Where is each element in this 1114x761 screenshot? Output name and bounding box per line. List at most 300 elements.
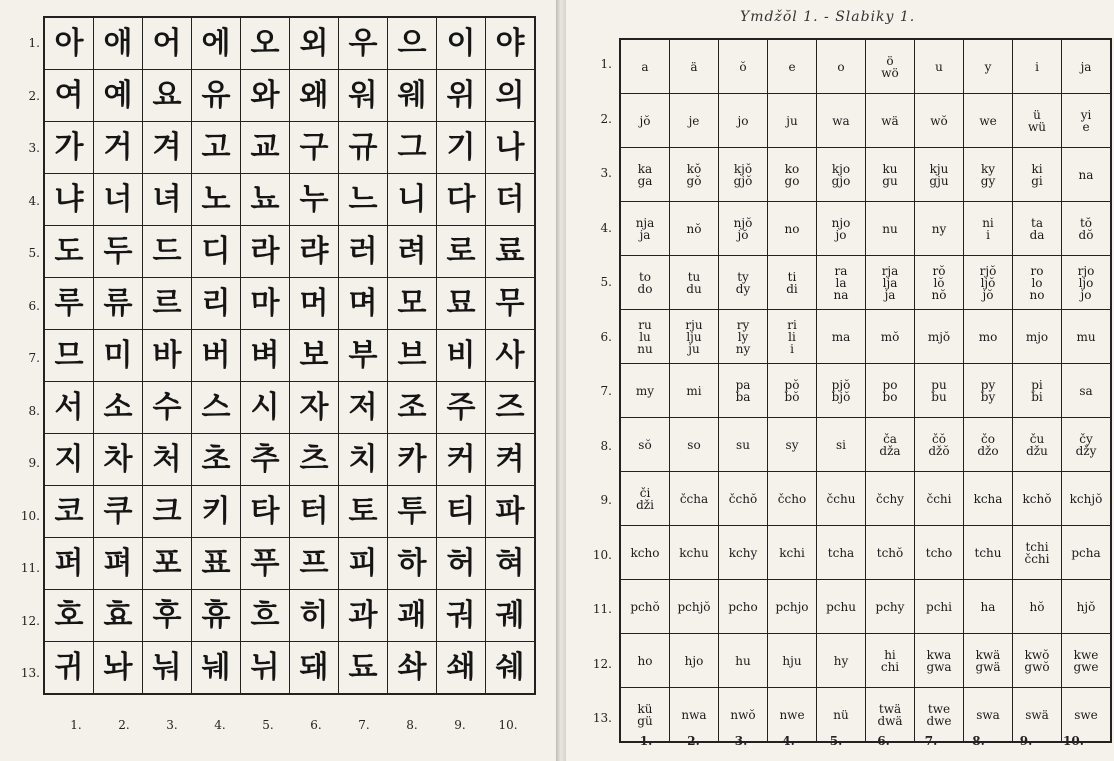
roman-cell: mo	[964, 310, 1013, 364]
hangul-cell: 더	[486, 174, 536, 226]
roman-cell: ry ly ny	[719, 310, 768, 364]
row-number: 13.	[592, 711, 612, 725]
hangul-cell: 아	[44, 17, 94, 70]
hangul-cell: 타	[241, 486, 290, 538]
roman-cell: čy džy	[1062, 418, 1112, 472]
roman-cell: no	[768, 202, 817, 256]
column-number: 1.	[639, 734, 653, 748]
roman-cell: sŏ	[620, 418, 670, 472]
roman-cell: je	[670, 94, 719, 148]
roman-cell: ta da	[1013, 202, 1062, 256]
hangul-cell: 뉘	[241, 642, 290, 695]
roman-cell: y	[964, 39, 1013, 94]
roman-cell: čchi	[915, 472, 964, 526]
hangul-cell: 스	[192, 382, 241, 434]
hangul-cell: 우	[339, 17, 388, 70]
row-number: 5.	[600, 275, 612, 289]
roman-row	[620, 364, 1111, 418]
roman-cell: tchŏ	[866, 526, 915, 580]
roman-cell: pu bu	[915, 364, 964, 418]
hangul-cell: 투	[388, 486, 437, 538]
roman-cell: pchu	[817, 580, 866, 634]
hangul-cell: 유	[192, 70, 241, 122]
hangul-cell: 겨	[143, 122, 192, 174]
hangul-cell: 오	[241, 17, 290, 70]
roman-cell: kcho	[620, 526, 670, 580]
roman-cell: ä	[670, 39, 719, 94]
roman-cell: hjŏ	[1062, 580, 1112, 634]
row-number: 7.	[28, 351, 40, 365]
roman-cell: hjo	[670, 634, 719, 688]
roman-row	[620, 256, 1111, 310]
hangul-cell: 조	[388, 382, 437, 434]
roman-cell: pchi	[915, 580, 964, 634]
roman-cell: ö wö	[866, 39, 915, 94]
hangul-cell: 궈	[437, 590, 486, 642]
row-number: 11.	[592, 602, 612, 616]
roman-cell: jo	[719, 94, 768, 148]
hangul-cell: 웨	[388, 70, 437, 122]
roman-cell: hju	[768, 634, 817, 688]
hangul-cell: 미	[94, 330, 143, 382]
column-number: 4.	[782, 734, 795, 748]
hangul-cell: 위	[437, 70, 486, 122]
romanization-table	[619, 38, 1112, 743]
roman-row	[620, 472, 1111, 526]
column-number: 2.	[118, 718, 130, 732]
roman-cell: yi e	[1062, 94, 1112, 148]
roman-cell: kŏ gŏ	[670, 148, 719, 202]
hangul-cell: 츠	[290, 434, 339, 486]
hangul-row	[44, 434, 535, 486]
hangul-cell: 코	[44, 486, 94, 538]
hangul-cell: 두	[94, 226, 143, 278]
roman-cell: kwa gwa	[915, 634, 964, 688]
hangul-cell: 허	[437, 538, 486, 590]
hangul-cell: 크	[143, 486, 192, 538]
hangul-cell: 노	[192, 174, 241, 226]
hangul-cell: 르	[143, 278, 192, 330]
roman-cell: njŏ jŏ	[719, 202, 768, 256]
hangul-row	[44, 226, 535, 278]
roman-cell: pchjo	[768, 580, 817, 634]
roman-cell: ü wü	[1013, 94, 1062, 148]
column-number: 6.	[310, 718, 322, 732]
row-number: 12.	[20, 613, 40, 628]
hangul-cell: 류	[94, 278, 143, 330]
roman-cell: nwa	[670, 688, 719, 743]
roman-cell: pchjŏ	[670, 580, 719, 634]
roman-cell: ha	[964, 580, 1013, 634]
column-number: 10.	[1063, 734, 1084, 748]
hangul-cell: 시	[241, 382, 290, 434]
hangul-cell: 놔	[94, 642, 143, 695]
roman-cell: kwä gwä	[964, 634, 1013, 688]
hangul-cell: 수	[143, 382, 192, 434]
hangul-cell: 가	[44, 122, 94, 174]
roman-cell: kjŏ gjŏ	[719, 148, 768, 202]
hangul-cell: 러	[339, 226, 388, 278]
roman-cell: rja lja ja	[866, 256, 915, 310]
roman-cell: ny	[915, 202, 964, 256]
hangul-cell: 됴	[339, 642, 388, 695]
hangul-cell: 카	[388, 434, 437, 486]
row-number: 3.	[600, 166, 612, 180]
hangul-cell: 효	[94, 590, 143, 642]
roman-cell: tu du	[670, 256, 719, 310]
hangul-row	[44, 122, 535, 174]
row-number: 2.	[600, 111, 612, 126]
hangul-cell: 랴	[290, 226, 339, 278]
roman-cell: kwe gwe	[1062, 634, 1112, 688]
roman-cell: čŏ džŏ	[915, 418, 964, 472]
row-number: 3.	[28, 141, 40, 155]
hangul-cell: 돼	[290, 642, 339, 695]
roman-cell: sy	[768, 418, 817, 472]
roman-cell: pchy	[866, 580, 915, 634]
roman-cell: nü	[817, 688, 866, 743]
hangul-cell: 보	[290, 330, 339, 382]
roman-cell: tŏ dŏ	[1062, 202, 1112, 256]
roman-cell: ŏ	[719, 39, 768, 94]
hangul-cell: 처	[143, 434, 192, 486]
hangul-row	[44, 642, 535, 695]
roman-cell: mjo	[1013, 310, 1062, 364]
roman-cell: pcho	[719, 580, 768, 634]
hangul-cell: 괘	[388, 590, 437, 642]
hangul-cell: 눠	[143, 642, 192, 695]
roman-cell: čcho	[768, 472, 817, 526]
hangul-cell: 녀	[143, 174, 192, 226]
roman-cell: mŏ	[866, 310, 915, 364]
row-number: 4.	[28, 193, 40, 208]
roman-cell: my	[620, 364, 670, 418]
roman-cell: hu	[719, 634, 768, 688]
roman-cell: kcha	[964, 472, 1013, 526]
roman-cell: ri li i	[768, 310, 817, 364]
roman-cell: njo jo	[817, 202, 866, 256]
hangul-cell: 려	[388, 226, 437, 278]
hangul-cell: 비	[437, 330, 486, 382]
roman-cell: swa	[964, 688, 1013, 743]
roman-cell: ki gi	[1013, 148, 1062, 202]
roman-cell: so	[670, 418, 719, 472]
roman-cell: to do	[620, 256, 670, 310]
row-number: 8.	[600, 438, 612, 453]
roman-cell: ka ga	[620, 148, 670, 202]
hangul-cell: 프	[290, 538, 339, 590]
column-number: 9.	[454, 718, 466, 732]
roman-row	[620, 39, 1111, 94]
hangul-cell: 루	[44, 278, 94, 330]
hangul-cell: 하	[388, 538, 437, 590]
hangul-cell: 히	[290, 590, 339, 642]
column-number: 3.	[166, 718, 178, 732]
roman-cell: kü gü	[620, 688, 670, 743]
roman-cell: tcho	[915, 526, 964, 580]
roman-cell: tcha	[817, 526, 866, 580]
hangul-cell: 왜	[290, 70, 339, 122]
roman-cell: čcha	[670, 472, 719, 526]
column-number: 6.	[877, 734, 890, 748]
hangul-cell: 휴	[192, 590, 241, 642]
roman-cell: pcha	[1062, 526, 1112, 580]
roman-cell: kjo gjo	[817, 148, 866, 202]
hangul-cell: 다	[437, 174, 486, 226]
hangul-cell: 궤	[486, 590, 536, 642]
hangul-cell: 무	[486, 278, 536, 330]
hangul-row	[44, 278, 535, 330]
hangul-cell: 바	[143, 330, 192, 382]
row-number: 7.	[600, 384, 612, 398]
column-number: 8.	[406, 718, 418, 732]
roman-cell: wä	[866, 94, 915, 148]
hangul-cell: 라	[241, 226, 290, 278]
hangul-cell: 드	[143, 226, 192, 278]
hangul-cell: 후	[143, 590, 192, 642]
row-number: 5.	[28, 246, 40, 260]
hangul-cell: 마	[241, 278, 290, 330]
row-number: 8.	[28, 403, 40, 418]
roman-cell: swä	[1013, 688, 1062, 743]
hangul-cell: 으	[388, 17, 437, 70]
roman-cell: o	[817, 39, 866, 94]
hangul-cell: 초	[192, 434, 241, 486]
roman-cell: si	[817, 418, 866, 472]
roman-cell: e	[768, 39, 817, 94]
roman-cell: py by	[964, 364, 1013, 418]
column-number: 7.	[358, 718, 370, 732]
hangul-cell: 워	[339, 70, 388, 122]
roman-cell: swe	[1062, 688, 1112, 743]
roman-cell: mu	[1062, 310, 1112, 364]
hangul-cell: 나	[486, 122, 536, 174]
hangul-cell: 차	[94, 434, 143, 486]
roman-cell: we	[964, 94, 1013, 148]
hangul-cell: 주	[437, 382, 486, 434]
hangul-cell: 부	[339, 330, 388, 382]
hangul-cell: 냐	[44, 174, 94, 226]
roman-row	[620, 580, 1111, 634]
roman-cell: ro lo no	[1013, 256, 1062, 310]
hangul-row	[44, 70, 535, 122]
hangul-cell: 니	[388, 174, 437, 226]
hangul-cell: 치	[339, 434, 388, 486]
roman-row	[620, 634, 1111, 688]
hangul-cell: 며	[339, 278, 388, 330]
roman-cell: kchi	[768, 526, 817, 580]
row-number: 10.	[592, 547, 612, 562]
hangul-cell: 머	[290, 278, 339, 330]
row-number: 1.	[28, 36, 40, 50]
roman-cell: rŏ lŏ nŏ	[915, 256, 964, 310]
roman-cell: ni i	[964, 202, 1013, 256]
column-number: 9.	[1019, 734, 1033, 748]
row-number: 9.	[600, 493, 612, 507]
column-number: 7.	[924, 734, 938, 748]
row-number: 1.	[600, 57, 612, 71]
column-number: 10.	[498, 718, 518, 732]
roman-cell: ja	[1062, 39, 1112, 94]
roman-row	[620, 526, 1111, 580]
roman-cell: twä dwä	[866, 688, 915, 743]
roman-cell: su	[719, 418, 768, 472]
roman-cell: kju gju	[915, 148, 964, 202]
roman-cell: kwŏ gwŏ	[1013, 634, 1062, 688]
roman-cell: čchu	[817, 472, 866, 526]
roman-row	[620, 310, 1111, 364]
roman-cell: na	[1062, 148, 1112, 202]
hangul-cell: 키	[192, 486, 241, 538]
roman-cell: jŏ	[620, 94, 670, 148]
roman-cell: pjŏ bjŏ	[817, 364, 866, 418]
roman-cell: i	[1013, 39, 1062, 94]
hangul-cell: 눼	[192, 642, 241, 695]
row-number: 6.	[600, 329, 612, 344]
roman-cell: twe dwe	[915, 688, 964, 743]
hangul-cell: 사	[486, 330, 536, 382]
hangul-cell: 쉐	[486, 642, 536, 695]
hangul-cell: 외	[290, 17, 339, 70]
hangul-cell: 즈	[486, 382, 536, 434]
hangul-cell: 와	[241, 70, 290, 122]
hangul-cell: 너	[94, 174, 143, 226]
row-number: 2.	[28, 88, 40, 103]
roman-row	[620, 418, 1111, 472]
hangul-cell: 자	[290, 382, 339, 434]
hangul-cell: 에	[192, 17, 241, 70]
roman-cell: ču džu	[1013, 418, 1062, 472]
hangul-cell: 서	[44, 382, 94, 434]
hangul-cell: 귀	[44, 642, 94, 695]
column-number: 1.	[70, 718, 82, 732]
roman-cell: tchu	[964, 526, 1013, 580]
roman-cell: u	[915, 39, 964, 94]
roman-cell: pchŏ	[620, 580, 670, 634]
roman-cell: a	[620, 39, 670, 94]
hangul-cell: 느	[339, 174, 388, 226]
hangul-row	[44, 17, 535, 70]
hangul-row	[44, 330, 535, 382]
hangul-cell: 솨	[388, 642, 437, 695]
hangul-cell: 교	[241, 122, 290, 174]
hangul-cell: 뇨	[241, 174, 290, 226]
roman-cell: mi	[670, 364, 719, 418]
roman-cell: rjo ljo jo	[1062, 256, 1112, 310]
hangul-cell: 과	[339, 590, 388, 642]
hangul-cell: 추	[241, 434, 290, 486]
hangul-cell: 파	[486, 486, 536, 538]
roman-row	[620, 94, 1111, 148]
roman-cell: ko go	[768, 148, 817, 202]
hangul-cell: 누	[290, 174, 339, 226]
hangul-cell: 므	[44, 330, 94, 382]
roman-cell: sa	[1062, 364, 1112, 418]
row-number: 13.	[20, 666, 40, 680]
page-title: Ymdžŏl 1. - Slabiky 1.	[740, 9, 916, 25]
roman-cell: pa ba	[719, 364, 768, 418]
roman-cell: rjŏ ljŏ jŏ	[964, 256, 1013, 310]
column-number: 5.	[262, 718, 274, 732]
roman-cell: pi bi	[1013, 364, 1062, 418]
hangul-cell: 어	[143, 17, 192, 70]
roman-cell: nwŏ	[719, 688, 768, 743]
row-number: 12.	[592, 656, 612, 671]
hangul-cell: 저	[339, 382, 388, 434]
column-number: 2.	[687, 734, 700, 748]
row-number: 10.	[20, 508, 40, 523]
column-number: 3.	[734, 734, 748, 748]
roman-cell: ra la na	[817, 256, 866, 310]
hangul-cell: 티	[437, 486, 486, 538]
hangul-cell: 흐	[241, 590, 290, 642]
roman-cell: wŏ	[915, 94, 964, 148]
hangul-cell: 켜	[486, 434, 536, 486]
roman-cell: kchy	[719, 526, 768, 580]
hangul-cell: 거	[94, 122, 143, 174]
hangul-syllable-table	[43, 16, 536, 695]
hangul-cell: 구	[290, 122, 339, 174]
roman-cell: ho	[620, 634, 670, 688]
roman-cell: čo džo	[964, 418, 1013, 472]
hangul-cell: 퍼	[44, 538, 94, 590]
roman-cell: hŏ	[1013, 580, 1062, 634]
roman-cell: nwe	[768, 688, 817, 743]
hangul-cell: 모	[388, 278, 437, 330]
hangul-cell: 디	[192, 226, 241, 278]
hangul-cell: 소	[94, 382, 143, 434]
roman-row	[620, 148, 1111, 202]
hangul-row	[44, 486, 535, 538]
roman-row	[620, 202, 1111, 256]
hangul-cell: 이	[437, 17, 486, 70]
hangul-cell: 벼	[241, 330, 290, 382]
hangul-cell: 브	[388, 330, 437, 382]
hangul-cell: 리	[192, 278, 241, 330]
roman-cell: hy	[817, 634, 866, 688]
hangul-cell: 지	[44, 434, 94, 486]
roman-cell: kchu	[670, 526, 719, 580]
roman-cell: ty dy	[719, 256, 768, 310]
roman-cell: ti di	[768, 256, 817, 310]
hangul-cell: 버	[192, 330, 241, 382]
roman-cell: wa	[817, 94, 866, 148]
hangul-cell: 예	[94, 70, 143, 122]
row-number: 4.	[600, 220, 612, 235]
hangul-cell: 혀	[486, 538, 536, 590]
hangul-cell: 의	[486, 70, 536, 122]
hangul-row	[44, 538, 535, 590]
roman-cell: po bo	[866, 364, 915, 418]
roman-cell: hi chi	[866, 634, 915, 688]
roman-cell: nŏ	[670, 202, 719, 256]
hangul-cell: 표	[192, 538, 241, 590]
hangul-cell: 묘	[437, 278, 486, 330]
roman-cell: nja ja	[620, 202, 670, 256]
hangul-cell: 로	[437, 226, 486, 278]
hangul-cell: 피	[339, 538, 388, 590]
hangul-cell: 요	[143, 70, 192, 122]
hangul-cell: 도	[44, 226, 94, 278]
hangul-cell: 펴	[94, 538, 143, 590]
column-number: 5.	[829, 734, 843, 748]
hangul-cell: 푸	[241, 538, 290, 590]
hangul-cell: 고	[192, 122, 241, 174]
roman-cell: čchy	[866, 472, 915, 526]
roman-cell: kchjŏ	[1062, 472, 1112, 526]
roman-cell: ma	[817, 310, 866, 364]
hangul-cell: 터	[290, 486, 339, 538]
